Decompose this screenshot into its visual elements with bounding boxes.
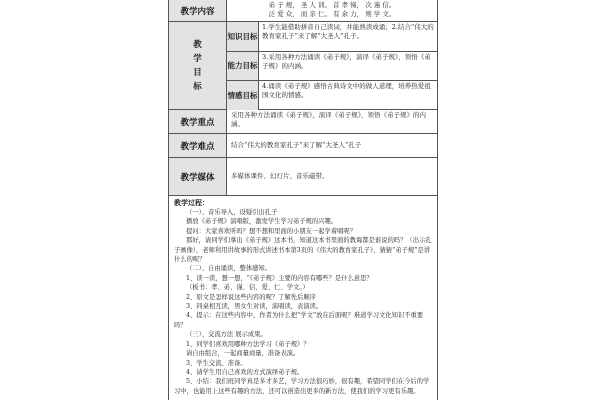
difficulty-label: 教学难点: [169, 134, 227, 157]
process-paragraph: （三）、交流方法 展示成果。: [186, 331, 267, 339]
process-title: 教学过程：: [174, 199, 209, 207]
process-paragraph: 5、小结：我们班同学真是多才多艺，学习方法很巧妙，很有趣，希望同学们在今后的学习中，也能用上这些有趣的方法，还可以创造出更多的新方法，使我们的学习更有乐趣。: [174, 378, 430, 395]
content-label: 教学内容: [169, 0, 227, 21]
goals-label-char: 目: [193, 67, 202, 78]
process-paragraph: 4、请学生用自己喜欢的方式演绎弟子规。: [186, 368, 304, 376]
process-paragraph: 提问：大家喜欢听吗？想不想和里面的小朋友一起学着唱呢？: [186, 227, 357, 235]
content-line: 弟 子 规， 圣 人 训。 首 孝 悌， 次 谨 信。: [268, 1, 396, 9]
knowledge-goal-text: 1.学生能借助拼音自己读词，并能熟读成诵；2.结合“伟大的教育家孔子”来了解“大圣人”孔子。: [262, 23, 434, 40]
process-paragraph: 播放《弟子规》演唱版，激发学生学习弟子规的兴趣。: [186, 218, 338, 226]
process-paragraph: 3、学生交流、准备。: [186, 359, 247, 367]
process-paragraph: （板书：孝、弟、谨、信、爱、仁、学文。）: [186, 284, 309, 292]
ability-goal-text: 3.采用各种方法诵读《弟子规》，演译《弟子规》，领悟《弟子规》的内涵。: [262, 53, 431, 70]
difficulty-text: 结合“伟大的教育家孔子”来了解“大圣人”孔子: [231, 141, 362, 149]
key-points-text: 采用各种方法诵读《弟子规》，演译《弟子规》，领悟《弟子规》的内涵。: [231, 111, 426, 128]
content-row: [169, 0, 437, 22]
process-paragraph: 1、读一读，想一想，“《弟子规》主要的内容有哪些？是什么意思？: [186, 274, 373, 282]
goals-row: [169, 22, 437, 110]
process-paragraph: 2、原文是怎样说这些内容的呢？了解先后顺序: [186, 293, 316, 301]
process-paragraph: 请自由组合，一起商量商量，准备表演。: [186, 350, 300, 358]
media-text: 多媒体课件、幻灯片、音乐磁带。: [231, 172, 329, 180]
goals-label: [169, 22, 227, 109]
goals-label-char: 标: [193, 81, 202, 92]
key-points-label: 教学重点: [169, 110, 227, 133]
process-paragraph: （一）、音乐导入，设疑引出孔子: [186, 209, 278, 216]
goals-label-char: 教: [193, 39, 202, 50]
process-paragraph: 3、同桌相互读，男女生对读，演唱读，表演读。: [186, 303, 323, 311]
goals-label-char: 学: [193, 53, 202, 64]
emotion-goal: [227, 81, 437, 110]
process-paragraph: 1、同学们喜欢用哪种方法学习《弟子规》？: [186, 340, 310, 348]
knowledge-goal-label: 知识目标: [227, 22, 259, 51]
ability-goal-label: 能力目标: [227, 52, 259, 80]
content-text: [227, 0, 437, 21]
media-label: 教学媒体: [169, 158, 227, 195]
teaching-process: [169, 196, 437, 400]
media-row: [169, 158, 437, 196]
ability-goal: [227, 52, 437, 81]
process-paragraph: 4、提示：在这些内容中，作者为什么把“学文”放在后面呢？难道学习文化知识不重要吗？: [174, 312, 424, 329]
lesson-plan-table: [168, 0, 438, 400]
emotion-goal-text: 4.诵读《弟子规》感悟古典诗文中的做人道理，培养热爱祖国文化的情感。: [262, 82, 431, 99]
process-paragraph: 那好，请同学们拿出《弟子规》这本书，知道这本书里面的教诲都是谁说的吗？（出示孔子画像），老师利用讲故事的形式讲述书本第3页的《伟大的教育家孔子》，猜猜“弟子规”是讲什么的呢？: [174, 237, 432, 264]
difficulty-row: [169, 134, 437, 158]
process-paragraph: （二）、自由诵读，整体感知。: [186, 265, 272, 273]
key-points-row: [169, 110, 437, 134]
knowledge-goal: [227, 22, 437, 52]
emotion-goal-label: 情感目标: [227, 81, 259, 110]
content-line: 泛 爱 众， 而 亲 仁。 有 余 力， 则 学 文。: [268, 10, 396, 18]
